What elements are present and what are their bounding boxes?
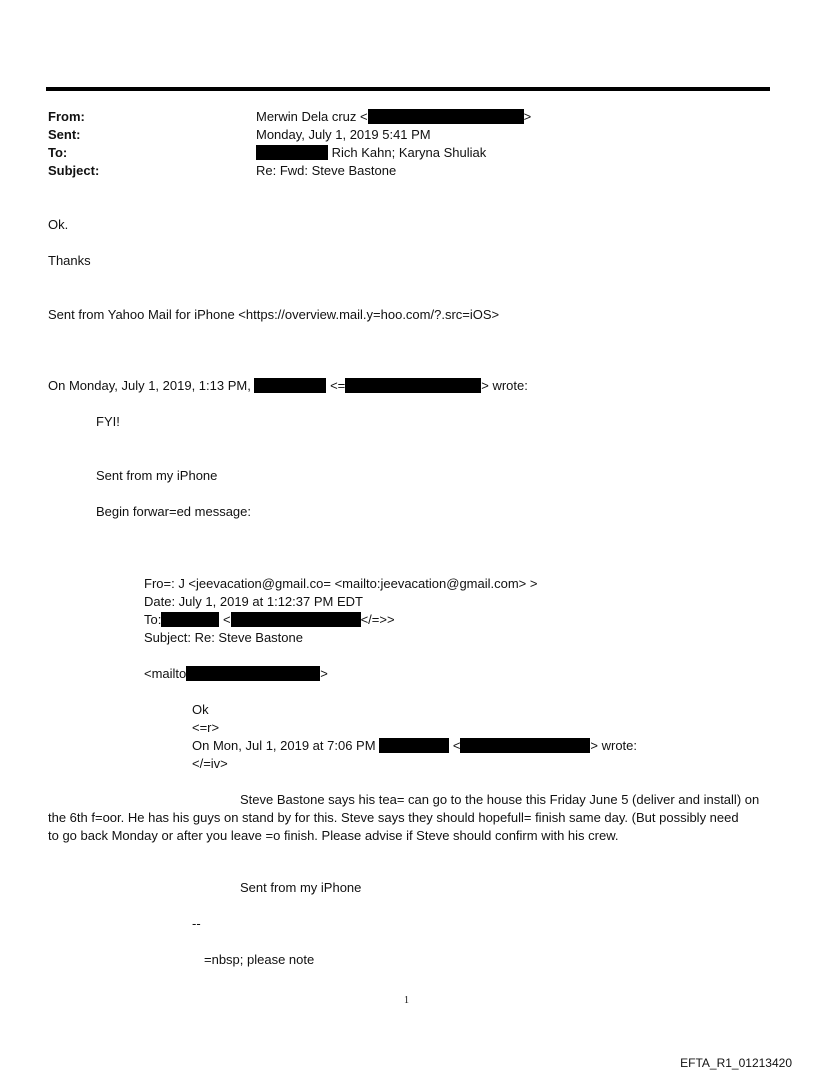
quote1-mid: <=: [330, 378, 346, 393]
fwd-to: [144, 612, 395, 628]
fwd-subject: Subject: Re: Steve Bastone: [144, 630, 303, 645]
fwd-from: Fro=: J <jeevacation@gmail.co= <mailto:jeevacation@gmail.com> >: [144, 576, 538, 591]
inner-on-mid: <: [452, 738, 461, 753]
inner-on-suffix: > wrote:: [590, 738, 638, 753]
para-line-2: the 6th f=oor. He has his guys on stand by for this. Steve says they should hopefull= finish same day. (But possibly need: [48, 810, 739, 825]
para-line-1: Steve Bastone says his tea= can go to the house this Friday June 5 (deliver and install) on: [240, 792, 760, 807]
mailto-line: [144, 666, 328, 682]
from-close: >: [523, 109, 532, 124]
inner-ok: Ok: [192, 702, 209, 717]
sent-from-yahoo: Sent from Yahoo Mail for iPhone <https://overview.mail.y=hoo.com/?.src=iOS>: [48, 307, 500, 322]
fwd-date: Date: July 1, 2019 at 1:12:37 PM EDT: [144, 594, 363, 609]
page-number: 1: [404, 995, 409, 1006]
redacted-sender-email: [345, 378, 481, 393]
subject-value: Re: Fwd: Steve Bastone: [256, 163, 397, 178]
fwd-to-mid: <: [222, 612, 231, 627]
from-label: From:: [48, 109, 85, 124]
to-names: Rich Kahn; Karyna Shuliak: [331, 145, 487, 160]
redacted-sender: [254, 378, 326, 393]
quote1-prefix: On Monday, July 1, 2019, 1:13 PM,: [48, 378, 251, 393]
body-thanks: Thanks: [48, 253, 91, 268]
from-value: [256, 109, 531, 125]
sent-from-iphone: Sent from my iPhone: [96, 468, 218, 483]
para-line-3: to go back Monday or after you leave =o finish. Please advise if Steve should confirm with his crew.: [48, 828, 619, 843]
body-ok: Ok.: [48, 217, 69, 232]
fwd-to-suffix: </=>>: [360, 612, 395, 627]
inner-iv: </=iv>: [192, 756, 228, 771]
redacted-inner-email: [460, 738, 590, 753]
to-label: To:: [48, 145, 68, 160]
redacted-mailto: [186, 666, 320, 681]
nbsp-note: =nbsp; please note: [204, 952, 315, 967]
fyi-text: FYI!: [96, 414, 120, 429]
redacted-recipient: [256, 145, 328, 160]
inner-on-prefix: On Mon, Jul 1, 2019 at 7:06 PM: [192, 738, 376, 753]
quote-header-1: [48, 378, 528, 394]
to-value: [256, 145, 486, 161]
sent-label: Sent:: [48, 127, 81, 142]
document-id: EFTA_R1_01213420: [680, 1056, 792, 1070]
quote1-suffix: > wrote:: [481, 378, 528, 393]
redacted-inner-sender: [379, 738, 449, 753]
signature-dashes: --: [192, 916, 201, 931]
top-rule: [46, 87, 770, 91]
inner-quote-header: [192, 738, 637, 754]
sent-from-iphone-2: Sent from my iPhone: [240, 880, 362, 895]
mailto-suffix: >: [320, 666, 328, 681]
begin-forwarded: Begin forwar=ed message:: [96, 504, 252, 519]
mailto-prefix: <mailto: [144, 666, 187, 681]
redacted-fwd-email: [231, 612, 361, 627]
redacted-email: [368, 109, 524, 124]
fwd-to-label: To:: [144, 612, 162, 627]
redacted-fwd-recipient: [161, 612, 219, 627]
from-name: Merwin Dela cruz <: [256, 109, 368, 124]
inner-r: <=r>: [192, 720, 220, 735]
subject-label: Subject:: [48, 163, 100, 178]
sent-value: Monday, July 1, 2019 5:41 PM: [256, 127, 431, 142]
